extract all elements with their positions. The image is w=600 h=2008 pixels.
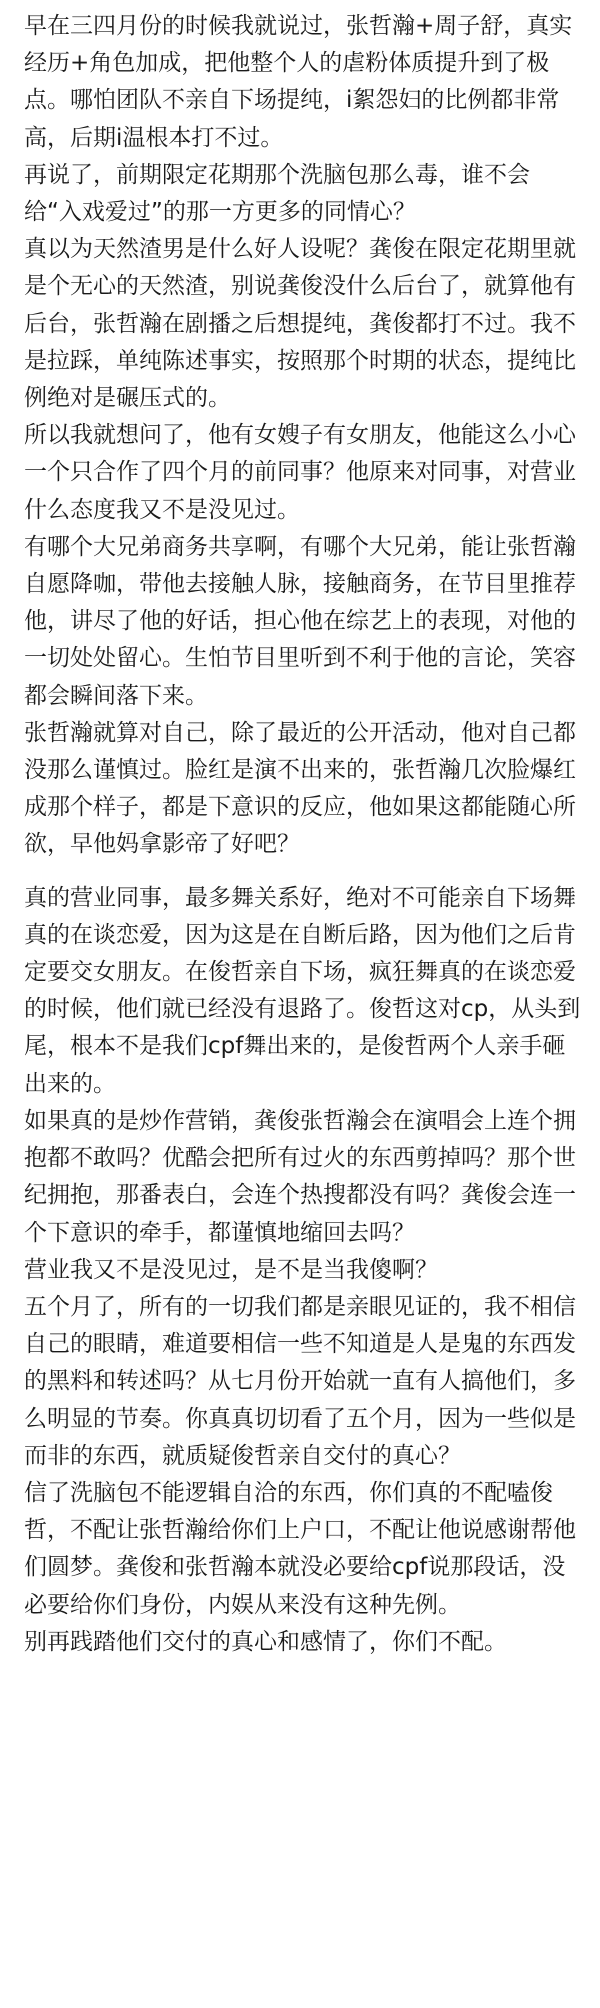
paragraph: 五个月了，所有的一切我们都是亲眼见证的，我不相信自己的眼睛，难道要相信一些不知道是人是鬼的东西发的黑料和转述吗？从七月份开始就一直有人搞他们，多么明显的节奏。你真真切切看了五个月，因为一些似是而非的东西，就质疑俊哲亲自交付的真心？ xyxy=(24,1293,576,1469)
paragraph: 营业我又不是没见过，是不是当我傻啊？ xyxy=(24,1256,438,1283)
paragraph: 别再践踏他们交付的真心和感情了，你们不配。 xyxy=(24,1628,507,1655)
paragraph: 所以我就想问了，他有女嫂子有女朋友，他能这么小心一个只合作了四个月的前同事？他原来对同事，对营业什么态度我又不是没见过。 xyxy=(24,422,576,523)
section-gap xyxy=(24,864,582,880)
paragraph: 真的营业同事，最多舞关系好，绝对不可能亲自下场舞真的在谈恋爱，因为这是在自断后路，因为他们之后肯定要交女朋友。在俊哲亲自下场，疯狂舞真的在谈恋爱的时候，他们就已经没有退路了。俊哲这对cp，从头到尾，根本不是我们cpf舞出来的，是俊哲两个人亲手砸出来的。 xyxy=(24,884,581,1097)
paragraph: 早在三四月份的时候我就说过，张哲瀚+周子舒，真实经历+角色加成，把他整个人的虐粉体质提升到了极点。哪怕团队不亲自下场提纯，i絮怨妇的比例都非常高，后期i温根本打不过。 xyxy=(24,13,573,151)
text-block-2 xyxy=(24,880,582,1661)
text-block-1 xyxy=(24,8,582,864)
paragraph: 再说了，前期限定花期那个洗脑包那么毒，谁不会给“入戏爱过”的那一方更多的同情心？ xyxy=(24,161,530,226)
paragraph: 真以为天然渣男是什么好人设呢？龚俊在限定花期里就是个无心的天然渣，别说龚俊没什么后台了，就算他有后台，张哲瀚在剧播之后想提纯，龚俊都打不过。我不是拉踩，单纯陈述事实，按照那个时期的状态，提纯比例绝对是碾压式的。 xyxy=(24,236,576,412)
paragraph: 如果真的是炒作营销，龚俊张哲瀚会在演唱会上连个拥抱都不敢吗？优酷会把所有过火的东西剪掉吗？那个世纪拥抱，那番表白，会连个热搜都没有吗？龚俊会连一个下意识的牵手，都谨慎地缩回去吗？ xyxy=(24,1107,576,1246)
paragraph: 张哲瀚就算对自己，除了最近的公开活动，他对自己都没那么谨慎过。脸红是演不出来的，张哲瀚几次脸爆红成那个样子，都是下意识的反应，他如果这都能随心所欲，早他妈拿影帝了好吧？ xyxy=(24,719,576,858)
paragraph: 有哪个大兄弟商务共享啊，有哪个大兄弟，能让张哲瀚自愿降咖，带他去接触人脉，接触商务，在节目里推荐他，讲尽了他的好话，担心他在综艺上的表现，对他的一切处处留心。生怕节目里听到不利于他的言论，笑容都会瞬间落下来。 xyxy=(24,533,576,709)
paragraph: 信了洗脑包不能逻辑自洽的东西，你们真的不配嗑俊哲，不配让张哲瀚给你们上户口，不配让他说感谢帮他们圆梦。龚俊和张哲瀚本就没必要给cpf说那段话，没必要给你们身份，内娱从来没有这种先例。 xyxy=(24,1479,576,1618)
